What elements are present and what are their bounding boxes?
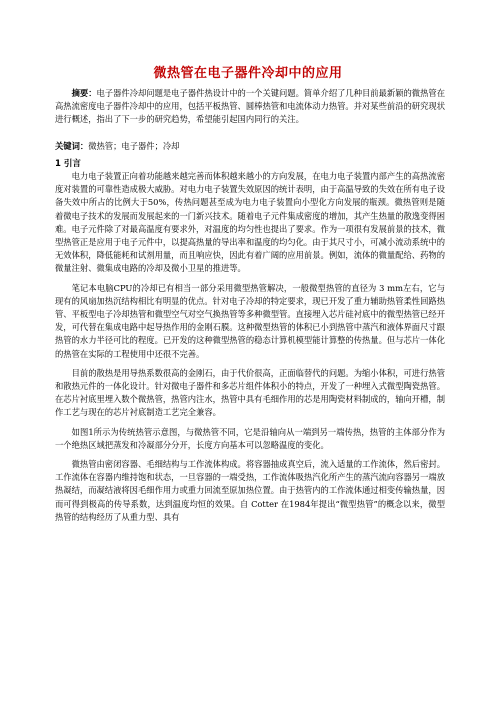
body-text (55, 170, 445, 530)
keywords-text: 微热管；电子器件；冷却 (88, 141, 180, 151)
keywords (55, 140, 445, 153)
document-title: 微热管在电子器件冷却中的应用 (153, 66, 343, 81)
paragraph: 微热管由密闭容器、毛细结构与工作流体构成。将容器抽成真空后，流入适量的工作流体，然后密封。工作流体在容器内维持饱和状态，一旦容器的一端受热，工作流体吸热汽化所产生的蒸汽流向容器另一端放热凝结，而凝结液将因毛细作用力或重力回流至原加热位置。由于热管内的工作流体通过相变传输热量，因而可得到极高的传导系数，达到温度均恒的效果。自 Cotter 在1984年提出“微型热管”的概念以来，微型热管的结构经历了从重力型、具有 (55, 459, 445, 522)
section-heading: 1 引言 (55, 159, 81, 169)
paragraph: 电力电子装置正向着功能越来越完善而体积越来越小的方向发展，在电力电子装置内部产生的高热流密度对装置的可靠性造成极大威胁。对电力电子装置失效原因的统计表明，由于高温导致的失效在所有电子设备失效中所占的比例大于50%，传热问题甚至成为电力电子装置向小型化方向发展的瓶颈。微热管则是随着微电子技术的发展而发展起来的一门新兴技术。随着电子元件集成密度的增加，其产生热量的散逸变得困难。电子元件除了对最高温度有要求外，对温度的均匀性也提出了要求。作为一项很有发展前景的技术，微型热管正是应用于电子元件中，以提高热量的导出率和温度的均匀化。由于其尺寸小，可减小流动系统中的无效体积，降低能耗和试剂用量，而且响应快，因此有着广阔的应用前景。例如，流体的微量配给、药物的微量注射、微集成电路的冷却及微小卫星的推进等。 (55, 171, 445, 274)
paragraph: 如图1所示为传统热管示意图，与微热管不同，它是沿轴向从一端到另一端传热，热管的主体部分作为一个绝热区域把蒸发和冷凝部分分开，长度方向基本可以忽略温度的变化。 (55, 426, 445, 450)
abstract-text: 电子器件冷却问题是电子器件热设计中的一个关键问题。简单介绍了几种目前最新颖的微热管在高热流密度电子器件冷却中的应用，包括平板热管、圆棒热管和电流体动力热管。并对某些前沿的研究现状进行概述，指出了下一步的研究趋势，希望能引起国内同行的关注。 (55, 88, 445, 124)
keywords-label: 关键词： (55, 141, 89, 151)
abstract-label: 摘要： (71, 88, 97, 98)
abstract (55, 87, 445, 126)
paragraph: 目前的散热是用导热系数很高的金刚石，由于代价很高，正面临替代的问题。为缩小体积，可进行热管和散热元件的一体化设计。针对微电子器件和多芯片组件体积小的特点，开发了一种埋入式微型陶瓷热管。在芯片衬底里埋入数个微热管，热管内注水，热管中具有毛细作用的芯是用陶瓷材料制成的，轴向开槽，制作工艺与现在的芯片衬底制造工艺完全兼容。 (55, 367, 445, 418)
paragraph: 笔记本电脑CPU的冷却已有相当一部分采用微型热管解决，一般微型热管的直径为 3 mm左右，它与现有的风扇加热沉结构相比有明显的优点。针对电子冷却的特定要求，现已开发了重力辅助热管柔性回路热管、平板型电子冷却热管和微型空气对空气换热管等多种微型管。直接埋入芯片硅衬底中的微型热管已经开发，可代替在集成电路中起导热作用的金刚石膜。这种微型热管的体积已小到热管中蒸汽和液体界面尺寸跟热管的水力半径可比的程度。已开发的这种微型热管的稳态计算机模型能计算整的传热量。但与芯片一体化的热管在实际的工程使用中还很不完善。 (55, 282, 445, 359)
